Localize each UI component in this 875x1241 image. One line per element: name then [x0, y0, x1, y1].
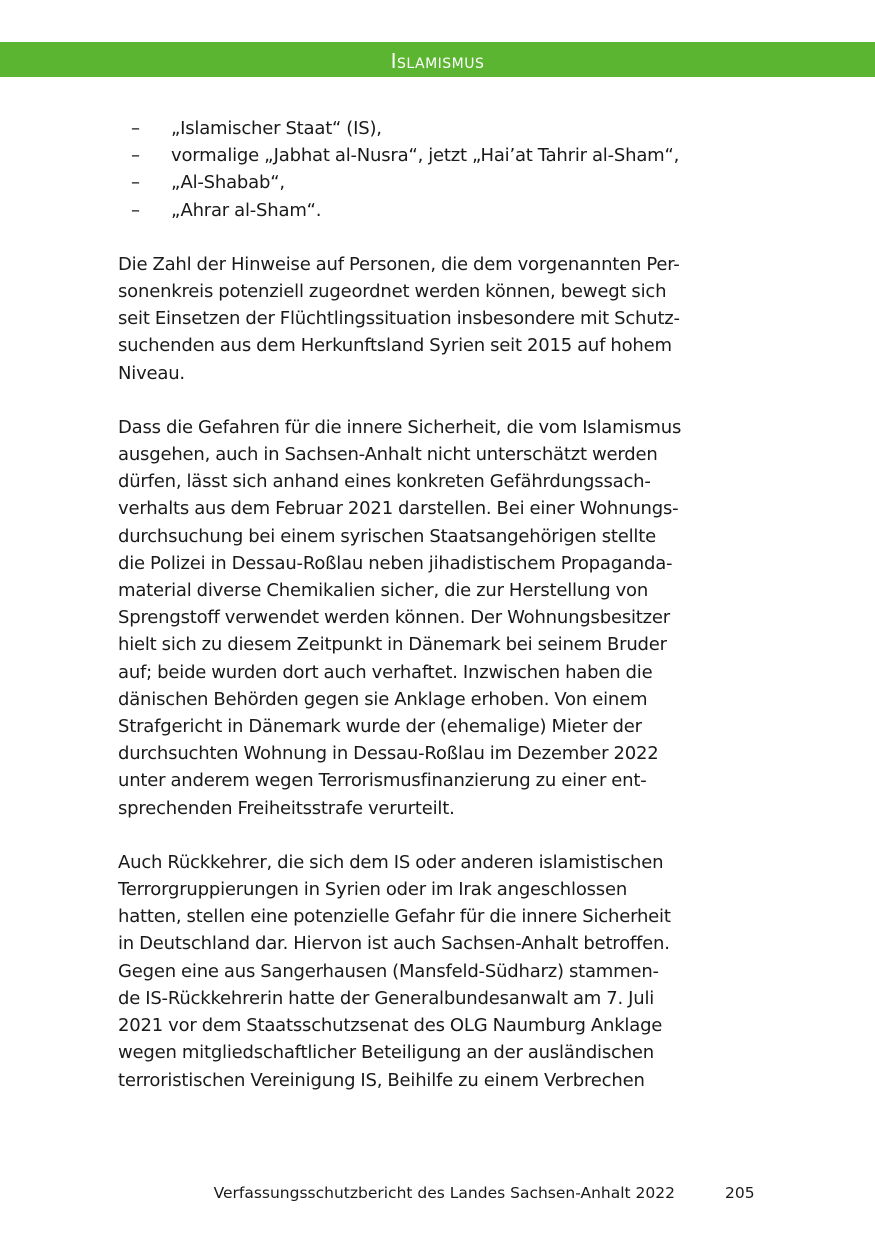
list-item-text: „Islamischer Staat“ (IS), — [171, 118, 382, 139]
paragraph-line: terroristischen Vereinigung IS, Beihilfe zu einem Verbrechen — [118, 1069, 645, 1091]
list-item-text: „Al-Shabab“, — [171, 172, 285, 194]
footer-publication-title: Verfassungsschutzbericht des Landes Sachsen-Anhalt 2022 — [213, 1184, 675, 1202]
paragraph-personenkreis — [118, 251, 758, 387]
paragraph-line: Niveau. — [118, 362, 185, 384]
paragraph-line: unter anderem wegen Terrorismusfinanzierung zu einer ent- — [118, 770, 647, 792]
section-header-bar — [0, 42, 875, 77]
paragraph-line: dänischen Behörden gegen sie Anklage erhoben. Von einem — [118, 688, 648, 710]
paragraph-line: Die Zahl der Hinweise auf Personen, die dem vorgenannten Per- — [118, 253, 680, 275]
paragraph-line: durchsuchten Wohnung in Dessau-Roßlau im Dezember 2022 — [118, 743, 659, 765]
page-footer — [0, 1181, 875, 1205]
paragraph-gefaehrdungssachverhalt — [118, 414, 758, 822]
paragraph-line: hatten, stellen eine potenzielle Gefahr für die innere Sicherheit — [118, 906, 671, 928]
paragraph-line: durchsuchung bei einem syrischen Staatsangehörigen stellte — [118, 525, 656, 547]
paragraph-line: ausgehen, auch in Sachsen-Anhalt nicht unterschätzt werden — [118, 444, 658, 466]
paragraph-line: material diverse Chemikalien sicher, die zur Herstellung von — [118, 580, 649, 602]
list-bullet-dash: – — [131, 118, 140, 139]
paragraph-line: in Deutschland dar. Hiervon ist auch Sachsen-Anhalt betroffen. — [118, 933, 670, 955]
paragraph-line: de IS-Rückkehrerin hatte der Generalbundesanwalt am 7. Juli — [118, 987, 655, 1009]
list-bullet-dash: – — [131, 172, 140, 194]
paragraph-line: Terrorgruppierungen in Syrien oder im Irak angeschlossen — [118, 879, 628, 901]
paragraph-line: Gegen eine aus Sangerhausen (Mansfeld-Südharz) stammen- — [118, 960, 659, 982]
paragraph-line: wegen mitgliedschaftlicher Beteiligung an der ausländischen — [118, 1042, 655, 1064]
paragraph-line: sprechenden Freiheitsstrafe verurteilt. — [118, 797, 455, 819]
paragraph-line: Auch Rückkehrer, die sich dem IS oder anderen islamistischen — [118, 851, 664, 873]
list-item-text: vormalige „Jabhat al-Nusra“, jetzt „Hai’at Tahrir al-Sham“, — [171, 145, 680, 167]
paragraph-line: dürfen, lässt sich anhand eines konkreten Gefährdungssach- — [118, 471, 651, 493]
paragraph-line: auf; beide wurden dort auch verhaftet. Inzwischen haben die — [118, 661, 653, 683]
section-title: Islamismus — [390, 49, 485, 73]
organization-list — [118, 115, 758, 224]
paragraph-rueckkehrer — [118, 849, 758, 1094]
paragraph-line: Strafgericht in Dänemark wurde der (ehemalige) Mieter der — [118, 716, 642, 738]
list-item — [118, 197, 758, 224]
list-item — [118, 115, 758, 142]
paragraph-line: hielt sich zu diesem Zeitpunkt in Dänemark bei seinem Bruder — [118, 634, 667, 656]
list-item-text: „Ahrar al-Sham“. — [171, 199, 322, 221]
paragraph-line: suchenden aus dem Herkunftsland Syrien seit 2015 auf hohem — [118, 335, 672, 357]
page-content — [118, 115, 758, 1094]
paragraph-line: seit Einsetzen der Flüchtlingssituation insbesondere mit Schutz- — [118, 308, 680, 330]
list-bullet-dash: – — [131, 199, 140, 221]
paragraph-line: sonenkreis potenziell zugeordnet werden können, bewegt sich — [118, 281, 667, 303]
paragraph-line: Dass die Gefahren für die innere Sicherheit, die vom Islamismus — [118, 416, 682, 438]
list-item — [118, 169, 758, 196]
list-item — [118, 142, 758, 169]
paragraph-line: verhalts aus dem Februar 2021 darstellen. Bei einer Wohnungs- — [118, 498, 679, 520]
paragraph-line: Sprengstoff verwendet werden können. Der Wohnungsbesitzer — [118, 607, 670, 629]
list-bullet-dash: – — [131, 145, 140, 167]
page-number: 205 — [725, 1184, 755, 1202]
paragraph-line: 2021 vor dem Staatsschutzsenat des OLG Naumburg Anklage — [118, 1015, 663, 1037]
paragraph-line: die Polizei in Dessau-Roßlau neben jihadistischem Propaganda- — [118, 552, 673, 574]
